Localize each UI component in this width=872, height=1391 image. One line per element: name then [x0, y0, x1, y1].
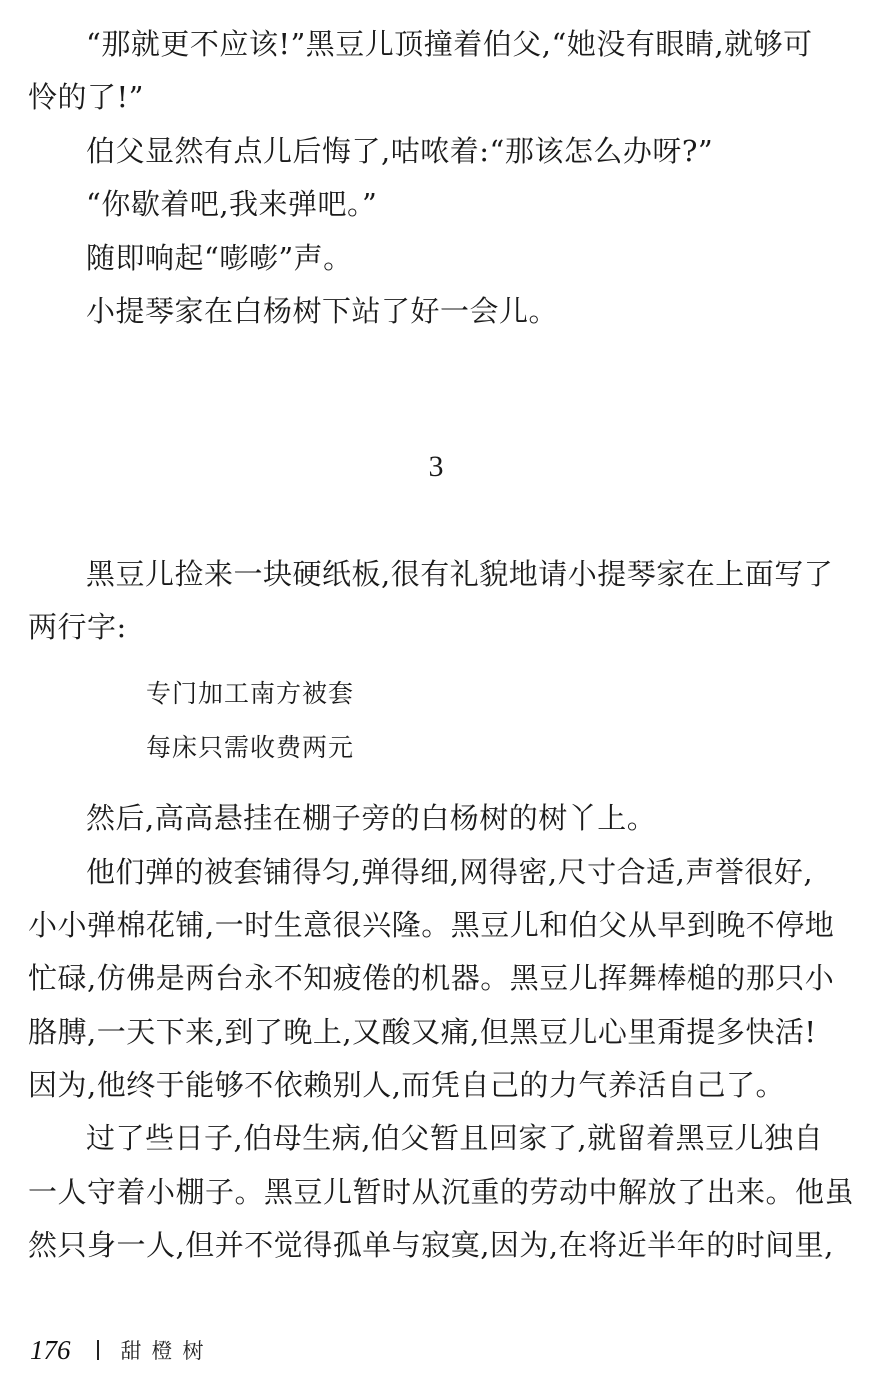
page-footer	[30, 1330, 214, 1370]
footer-divider	[97, 1340, 99, 1360]
section-number: 3	[428, 450, 444, 483]
paragraph-line: 伯父显然有点儿后悔了,咕哝着:“那该怎么办呀?”	[86, 134, 714, 168]
paragraph-line: “你歇着吧,我来弹吧。”	[86, 187, 378, 221]
paragraph-line: 他们弹的被套铺得匀,弹得细,网得密,尺寸合适,声誉很好,	[86, 855, 814, 889]
paragraph-line: 因为,他终于能够不依赖别人,而凭自己的力气养活自己了。	[28, 1068, 785, 1102]
paragraph-line: 小提琴家在白杨树下站了好一会儿。	[86, 294, 559, 328]
paragraph-line: 忙碌,仿佛是两台永不知疲倦的机器。黑豆儿挥舞棒槌的那只小	[28, 961, 835, 995]
paragraph-line: 黑豆儿捡来一块硬纸板,很有礼貌地请小提琴家在上面写了	[86, 557, 834, 591]
paragraph-line: 然只身一人,但并不觉得孤单与寂寞,因为,在将近半年的时间里,	[28, 1228, 834, 1262]
paragraph-line: 过了些日子,伯母生病,伯父暂且回家了,就留着黑豆儿独自	[86, 1121, 824, 1155]
paragraph-line: 小小弹棉花铺,一时生意很兴隆。黑豆儿和伯父从早到晚不停地	[28, 908, 835, 942]
paragraph-line: 两行字:	[28, 610, 127, 644]
paragraph-line: “那就更不应该!”黑豆儿顶撞着伯父,“她没有眼睛,就够可	[86, 27, 813, 61]
sign-line: 专门加工南方被套	[146, 679, 355, 708]
paragraph-line: 胳膊,一天下来,到了晚上,又酸又痛,但黑豆儿心里甭提多快活!	[28, 1015, 817, 1049]
book-title: 甜橙树	[120, 1339, 214, 1363]
paragraph-line: 然后,高高悬挂在棚子旁的白杨树的树丫上。	[86, 801, 657, 835]
sign-line: 每床只需收费两元	[146, 733, 355, 762]
paragraph-line: 随即响起“嘭嘭”声。	[86, 241, 353, 275]
paragraph-line: 一人守着小棚子。黑豆儿暂时从沉重的劳动中解放了出来。他虽	[28, 1175, 855, 1209]
page-number: 176	[30, 1334, 71, 1365]
paragraph-line: 怜的了!”	[28, 80, 144, 114]
